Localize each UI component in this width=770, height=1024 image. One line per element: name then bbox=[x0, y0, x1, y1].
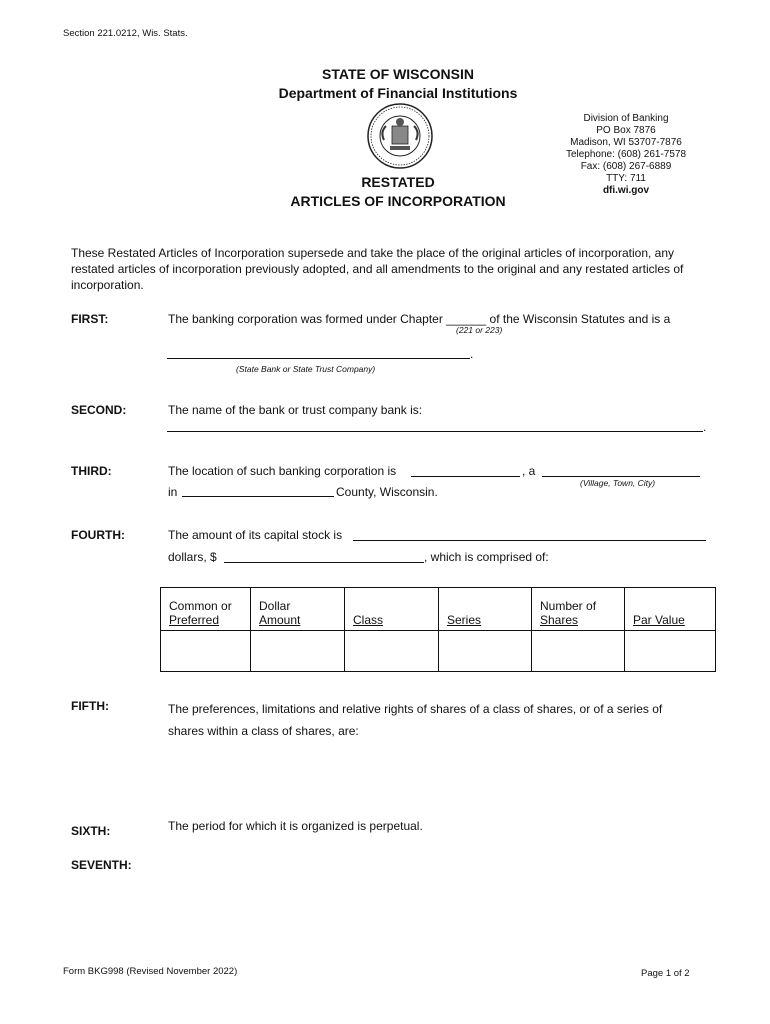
table-header-row bbox=[161, 588, 716, 631]
telephone: Telephone: (608) 261-7578 bbox=[565, 149, 687, 160]
third-text: The location of such banking corporation is bbox=[168, 464, 397, 478]
sixth-text: The period for which it is organized is perpetual. bbox=[168, 819, 423, 833]
county-text: County, Wisconsin. bbox=[336, 485, 438, 499]
county-line[interactable] bbox=[182, 496, 334, 497]
fax: Fax: (608) 267-6889 bbox=[580, 161, 672, 172]
location-line[interactable] bbox=[411, 476, 520, 477]
po-box: PO Box 7876 bbox=[596, 125, 656, 136]
municipality-line[interactable] bbox=[542, 476, 700, 477]
form-number: Form BKG998 (Revised November 2022) bbox=[63, 966, 238, 977]
table-row bbox=[161, 631, 716, 672]
cell-number-of-shares[interactable] bbox=[532, 631, 625, 672]
comprised-text: , which is comprised of: bbox=[424, 550, 549, 564]
fourth-label: FOURTH: bbox=[71, 528, 125, 542]
intro-paragraph: These Restated Articles of Incorporation supersede and take the place of the original articles of incorporation, any restated articles of incorporation previously adopted, and all amendments to the original and any restated articles of incorporation. bbox=[71, 246, 684, 292]
website: dfi.wi.gov bbox=[602, 185, 650, 196]
dollars-line[interactable] bbox=[224, 562, 424, 563]
bank-name-line[interactable] bbox=[167, 431, 703, 432]
header-series: Series bbox=[439, 588, 532, 631]
tty: TTY: 711 bbox=[606, 173, 646, 184]
cell-dollar-amount[interactable] bbox=[251, 631, 345, 672]
state-seal-icon bbox=[366, 102, 434, 170]
department-title: Department of Financial Institutions bbox=[278, 85, 518, 101]
capital-stock-table bbox=[160, 587, 716, 672]
doc-title-line1: RESTATED bbox=[361, 174, 435, 190]
second-text: The name of the bank or trust company bank is: bbox=[168, 403, 423, 417]
state-title: STATE OF WISCONSIN bbox=[322, 66, 474, 82]
contact-block bbox=[548, 113, 704, 197]
page-number: Page 1 of 2 bbox=[641, 968, 690, 979]
header-common-preferred: Common or Preferred bbox=[161, 588, 251, 631]
dollars-text: dollars, $ bbox=[168, 550, 217, 564]
chapter-caption: (221 or 223) bbox=[456, 325, 503, 335]
capital-stock-line[interactable] bbox=[353, 540, 706, 541]
third-comma-a: , a bbox=[522, 464, 536, 478]
city-address: Madison, WI 53707-7876 bbox=[570, 137, 682, 148]
first-label: FIRST: bbox=[71, 312, 109, 326]
fifth-label: FIFTH: bbox=[71, 699, 109, 713]
bank-type-line[interactable] bbox=[167, 358, 470, 359]
header-class: Class bbox=[345, 588, 439, 631]
fourth-text: The amount of its capital stock is bbox=[168, 528, 343, 542]
bank-type-period: . bbox=[470, 347, 474, 361]
cell-common-preferred[interactable] bbox=[161, 631, 251, 672]
bank-type-caption: (State Bank or State Trust Company) bbox=[236, 364, 376, 374]
cell-par-value[interactable] bbox=[625, 631, 716, 672]
second-label: SECOND: bbox=[71, 403, 127, 417]
doc-title-line2: ARTICLES OF INCORPORATION bbox=[290, 193, 506, 209]
sixth-label: SIXTH: bbox=[71, 824, 111, 838]
statute-reference: Section 221.0212, Wis. Stats. bbox=[63, 28, 188, 39]
third-label: THIRD: bbox=[71, 464, 112, 478]
cell-series[interactable] bbox=[439, 631, 532, 672]
first-text: The banking corporation was formed under Chapter ______ of the Wisconsin Statutes and is a bbox=[168, 312, 671, 326]
cell-class[interactable] bbox=[345, 631, 439, 672]
header-number-of-shares: Number of Shares bbox=[532, 588, 625, 631]
fifth-text: The preferences, limitations and relative rights of shares of a class of shares, or of a series of shares within a class of shares, are: bbox=[168, 702, 663, 738]
header-par-value: Par Value bbox=[625, 588, 716, 631]
seventh-label: SEVENTH: bbox=[71, 858, 132, 872]
header-dollar-amount: Dollar Amount bbox=[251, 588, 345, 631]
village-caption: (Village, Town, City) bbox=[580, 478, 656, 488]
division-name: Division of Banking bbox=[583, 113, 669, 124]
bank-name-period: . bbox=[703, 420, 707, 434]
third-in: in bbox=[168, 485, 178, 499]
